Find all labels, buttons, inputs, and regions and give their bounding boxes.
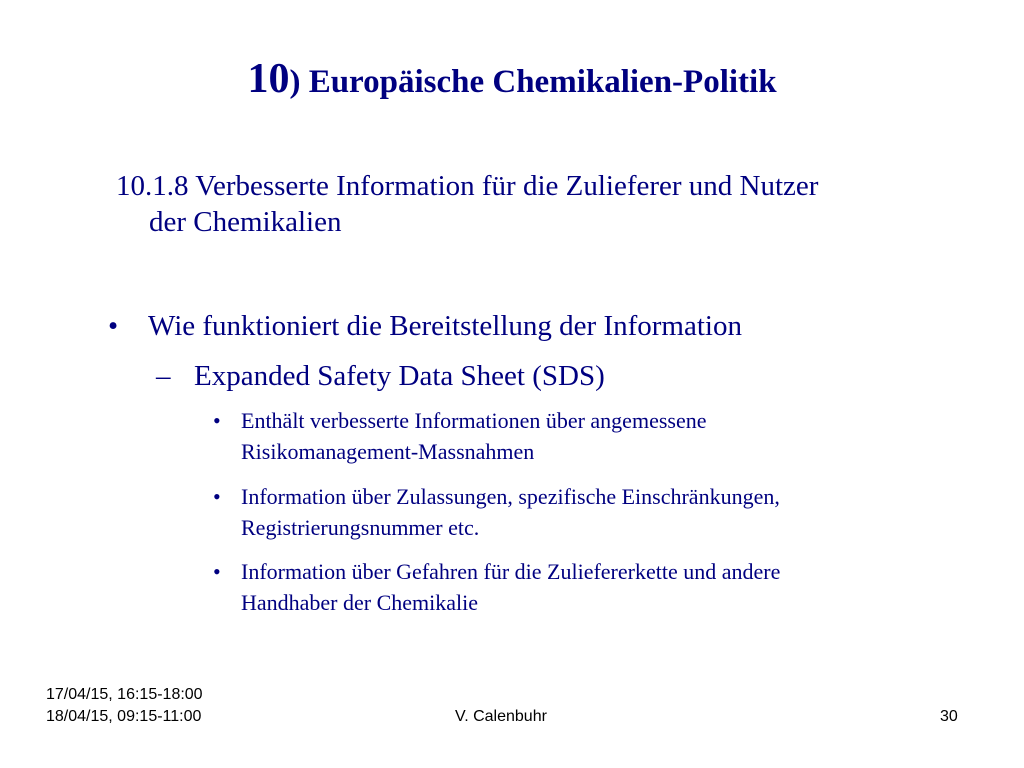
bullet-level2-text: Expanded Safety Data Sheet (SDS) [194,360,605,392]
bullet-dash-icon: – [156,360,171,392]
bullet-level3-line1: Information über Gefahren für die Zuliefererkette und andere [241,559,781,584]
bullet-level1-text: Wie funktioniert die Bereitstellung der Information [148,310,742,342]
section-heading [116,168,976,240]
slide-title-text: ) Europäische Chemikalien-Politik [289,64,777,100]
slide-title-number: 10 [247,56,290,102]
bullet-level3-line1: Information über Zulassungen, spezifische Einschränkungen, [241,484,780,509]
section-heading-line1: 10.1.8 Verbesserte Information für die Zulieferer und Nutzer [116,170,819,202]
footer-page-number: 30 [940,708,958,725]
section-heading-line2: der Chemikalien [149,206,342,238]
footer-date-line1: 17/04/15, 16:15-18:00 [46,686,203,703]
bullet-dot-icon: • [213,408,221,433]
bullet-dot-icon: • [213,484,221,509]
bullet-dot-icon: • [108,310,119,342]
bullet-level3-line2: Risikomanagement-Massnahmen [241,439,535,464]
bullet-level3-line2: Registrierungsnummer etc. [241,515,480,540]
footer-date-line2: 18/04/15, 09:15-11:00 [46,708,202,725]
slide-title [0,55,1024,103]
bullet-level3-line1: Enthält verbesserte Informationen über angemessene [241,408,707,433]
footer-author: V. Calenbuhr [455,708,547,725]
bullet-level3-text [241,481,971,543]
bullet-level3-line2: Handhaber der Chemikalie [241,590,479,615]
bullet-level3-text [241,405,971,467]
bullet-dot-icon: • [213,559,221,584]
footer-date [46,684,203,728]
bullet-level3-text [241,556,971,618]
